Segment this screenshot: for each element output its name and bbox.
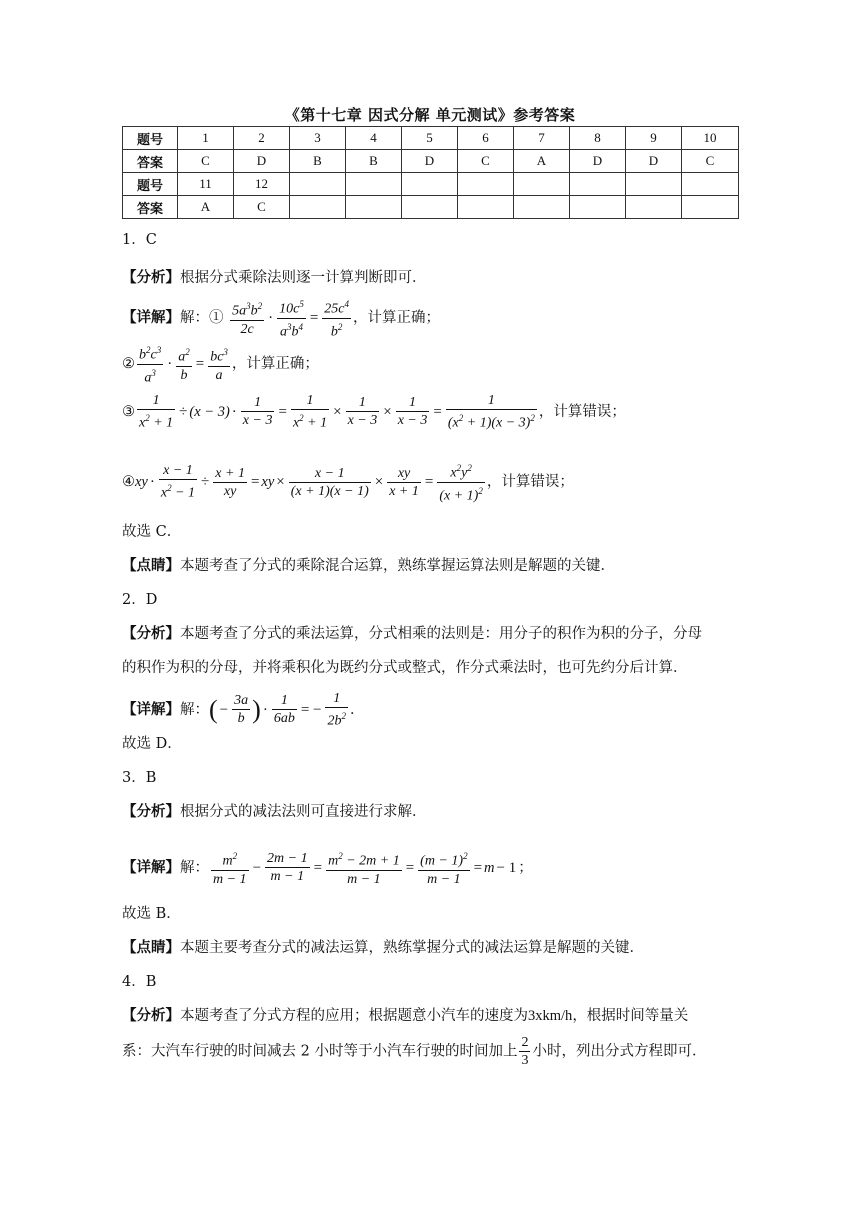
table-cell <box>402 173 458 196</box>
q3-number: 3．B <box>122 770 157 786</box>
table-cell: D <box>626 150 682 173</box>
table-cell <box>402 196 458 219</box>
table-cell: 2 <box>234 127 290 150</box>
table-cell: A <box>514 150 570 173</box>
result-text: ，计算正确； <box>231 356 319 373</box>
table-cell: 11 <box>178 173 234 196</box>
fraction: $\frac{2m - 1}{m - 1}$ <box>267 851 308 885</box>
fraction: $\frac{10c^5}{a^3b^4}$ <box>277 296 306 340</box>
fraction: $\frac{5a^3b^2}{2c}$ <box>230 298 264 338</box>
item-marker: ③ <box>122 403 135 420</box>
fraction: $\frac{x - 1}{x^2 - 1}$ <box>160 463 196 501</box>
q3-comment <box>122 938 644 958</box>
detail-end: ； <box>518 859 533 876</box>
q1-detail-4: ④xy · $\frac{x - 1}{x^2 - 1}$ ÷ $\frac{x + 1}{xy}$ = xy × $\frac{x - 1}{(x + 1)(x - 1)}$ × $\frac{xy}{x + 1}$ = $\frac{x^2y^2}{(x + 1)^2}$ ，计算错误； <box>122 460 574 504</box>
q2-analysis-2: 的积作为积的分母，并将乘积化为既约分式或整式，作分式乘法时，也可先约分后计算． <box>122 660 688 676</box>
result-text: ，计算错误； <box>538 403 626 420</box>
fraction: $\frac{m^2}{m - 1}$ <box>211 848 249 888</box>
fraction: $\frac{1}{x - 3}$ <box>347 395 378 429</box>
q3-conclusion: 故选 B． <box>122 906 181 922</box>
fraction: $\frac{1}{(x^2 + 1)(x - 3)^2}$ <box>447 393 535 431</box>
table-cell <box>626 173 682 196</box>
row-label: 题号 <box>123 173 178 196</box>
table-cell: D <box>402 150 458 173</box>
analysis-text: 本题考查了分式方程的应用；根据题意小汽车的速度为 <box>180 1008 528 1024</box>
table-cell: A <box>178 196 234 219</box>
fraction: $\frac{3a}{b}$ <box>234 693 249 727</box>
result-text: ，计算正确； <box>353 310 441 327</box>
fraction: $\frac{1}{6ab}$ <box>273 693 295 727</box>
fraction: $\frac{1}{x - 3}$ <box>242 395 273 429</box>
q4-analysis-1 <box>122 1006 688 1026</box>
fraction: $\frac{xy}{x + 1}$ <box>389 465 419 499</box>
q1-conclusion: 故选 C． <box>122 524 182 540</box>
q1-detail-3: ③ $\frac{1}{x^2 + 1}$ ÷ (x − 3) · $\frac{1}{x - 3}$ = $\frac{1}{x^2 + 1}$ × $\frac{1}{x - 3}$ × $\frac{1}{x - 3}$ = $\frac{1}{(x^2 + 1)(x - 3)^2}$ ，计算错误； <box>122 393 626 431</box>
table-cell: 10 <box>682 127 739 150</box>
comment-text: 本题考查了分式的乘除混合运算，熟练掌握运算法则是解题的关键． <box>180 558 615 574</box>
result-text: ，计算错误； <box>486 474 574 491</box>
row-label: 题号 <box>123 127 178 150</box>
table-row <box>123 150 739 173</box>
q1-analysis <box>122 268 427 288</box>
table-cell: C <box>682 150 739 173</box>
row-label: 答案 <box>123 196 178 219</box>
table-cell: D <box>570 150 626 173</box>
analysis-tag: 【分析】 <box>122 803 180 820</box>
table-cell <box>458 196 514 219</box>
q4-number: 4．B <box>122 974 157 990</box>
comment-tag: 【点睛】 <box>122 939 180 956</box>
table-cell <box>682 173 739 196</box>
table-cell: D <box>234 150 290 173</box>
detail-tag: 【详解】 <box>122 309 180 327</box>
fraction: $\frac{bc^3}{a}$ <box>208 344 230 384</box>
q4-analysis-2 <box>122 1034 706 1069</box>
analysis-text: 根据分式乘除法则逐一计算判断即可． <box>180 270 427 286</box>
comment-tag: 【点睛】 <box>122 557 180 574</box>
analysis-text: ，根据时间等量关 <box>572 1008 689 1024</box>
fraction: $\frac{x - 1}{(x + 1)(x - 1)}$ <box>290 465 369 499</box>
analysis-text: 本题考查了分式的乘法运算，分式相乘的法则是：用分子的积作为积的分子，分母 <box>180 626 702 642</box>
analysis-tag: 【分析】 <box>122 1007 180 1024</box>
table-cell <box>514 173 570 196</box>
table-cell: 3 <box>290 127 346 150</box>
q2-detail: 【详解】解：( − $\frac{3a}{b}$ ) · $\frac{1}{6ab}$ = − $\frac{1}{2b^2}$ ． <box>122 691 365 729</box>
detail-tag: 【详解】 <box>122 858 180 876</box>
fraction: $\frac{1}{x^2 + 1}$ <box>139 393 174 431</box>
table-cell <box>626 196 682 219</box>
detail-prefix: 解： <box>180 701 209 718</box>
table-row <box>123 127 739 150</box>
table-cell <box>682 196 739 219</box>
fraction: $\frac{1}{2b^2}$ <box>327 691 346 729</box>
table-cell <box>290 196 346 219</box>
table-cell: 6 <box>458 127 514 150</box>
table-cell: C <box>234 196 290 219</box>
table-cell <box>346 173 402 196</box>
table-cell <box>570 173 626 196</box>
table-cell: B <box>290 150 346 173</box>
answer-table <box>122 126 739 219</box>
table-cell <box>570 196 626 219</box>
fraction: $\frac{x^2y^2}{(x + 1)^2}$ <box>437 460 485 504</box>
table-cell: B <box>346 150 402 173</box>
detail-prefix: 解： <box>180 859 209 876</box>
table-cell <box>458 173 514 196</box>
fraction: $\frac{25c^4}{b^2}$ <box>322 296 351 340</box>
table-row <box>123 196 739 219</box>
fraction: $\frac{2}{3}$ <box>521 1035 529 1068</box>
analysis-tag: 【分析】 <box>122 269 180 286</box>
detail-prefix: 解：① <box>180 310 224 327</box>
item-marker: ② <box>122 356 135 373</box>
fraction: $\frac{x + 1}{xy}$ <box>215 465 245 499</box>
q2-number: 2．D <box>122 592 158 608</box>
table-row <box>123 173 739 196</box>
analysis-text: 根据分式的减法法则可直接进行求解． <box>180 804 427 820</box>
detail-end: ． <box>349 701 365 718</box>
table-cell: 5 <box>402 127 458 150</box>
q3-analysis <box>122 802 427 822</box>
table-cell: C <box>178 150 234 173</box>
analysis-text: 系：大汽车行驶的时间减去 2 小时等于小汽车行驶的时间加上 <box>122 1043 518 1060</box>
fraction: $\frac{1}{x - 3}$ <box>397 395 428 429</box>
fraction: $\frac{a^2}{b}$ <box>176 344 192 384</box>
table-cell: 1 <box>178 127 234 150</box>
fraction: $\frac{1}{x^2 + 1}$ <box>292 393 328 431</box>
q1-detail-1: 【详解】解：① $\frac{5a^3b^2}{2c}$ · $\frac{10c^5}{a^3b^4}$ = $\frac{25c^4}{b^2}$ ，计算正确； <box>122 296 440 340</box>
detail-tag: 【详解】 <box>122 700 180 718</box>
q3-detail: 【详解】解： $\frac{m^2}{m - 1}$ − $\frac{2m - 1}{m - 1}$ = $\frac{m^2 - 2m + 1}{m - 1}$ = $\frac{(m - 1)^2}{m - 1}$ = m − 1 ； <box>122 848 533 888</box>
table-cell <box>514 196 570 219</box>
table-cell <box>290 173 346 196</box>
item-marker: ④ <box>122 474 135 491</box>
page-title: 《第十七章 因式分解 单元测试》参考答案 <box>284 106 576 124</box>
q1-comment <box>122 556 615 576</box>
table-cell: C <box>458 150 514 173</box>
table-cell: 4 <box>346 127 402 150</box>
row-label: 答案 <box>123 150 178 173</box>
table-cell: 8 <box>570 127 626 150</box>
table-cell: 9 <box>626 127 682 150</box>
speed-value: 3xkm/h <box>528 1008 573 1024</box>
table-cell <box>346 196 402 219</box>
analysis-tag: 【分析】 <box>122 625 180 642</box>
fraction: $\frac{(m - 1)^2}{m - 1}$ <box>418 848 469 888</box>
analysis-text: 小时，列出分式方程即可． <box>532 1043 707 1060</box>
fraction: $\frac{b^2c^3}{a^3}$ <box>137 342 163 386</box>
q1-number: 1．C <box>122 232 157 248</box>
q2-conclusion: 故选 D． <box>122 736 182 752</box>
comment-text: 本题主要考查分式的减法运算，熟练掌握分式的减法运算是解题的关键． <box>180 940 644 956</box>
fraction: $\frac{m^2 - 2m + 1}{m - 1}$ <box>326 848 402 888</box>
q1-detail-2: ② $\frac{b^2c^3}{a^3}$ · $\frac{a^2}{b}$ = $\frac{bc^3}{a}$ ，计算正确； <box>122 342 319 386</box>
table-cell: 12 <box>234 173 290 196</box>
table-cell: 7 <box>514 127 570 150</box>
q2-analysis-1 <box>122 624 702 644</box>
